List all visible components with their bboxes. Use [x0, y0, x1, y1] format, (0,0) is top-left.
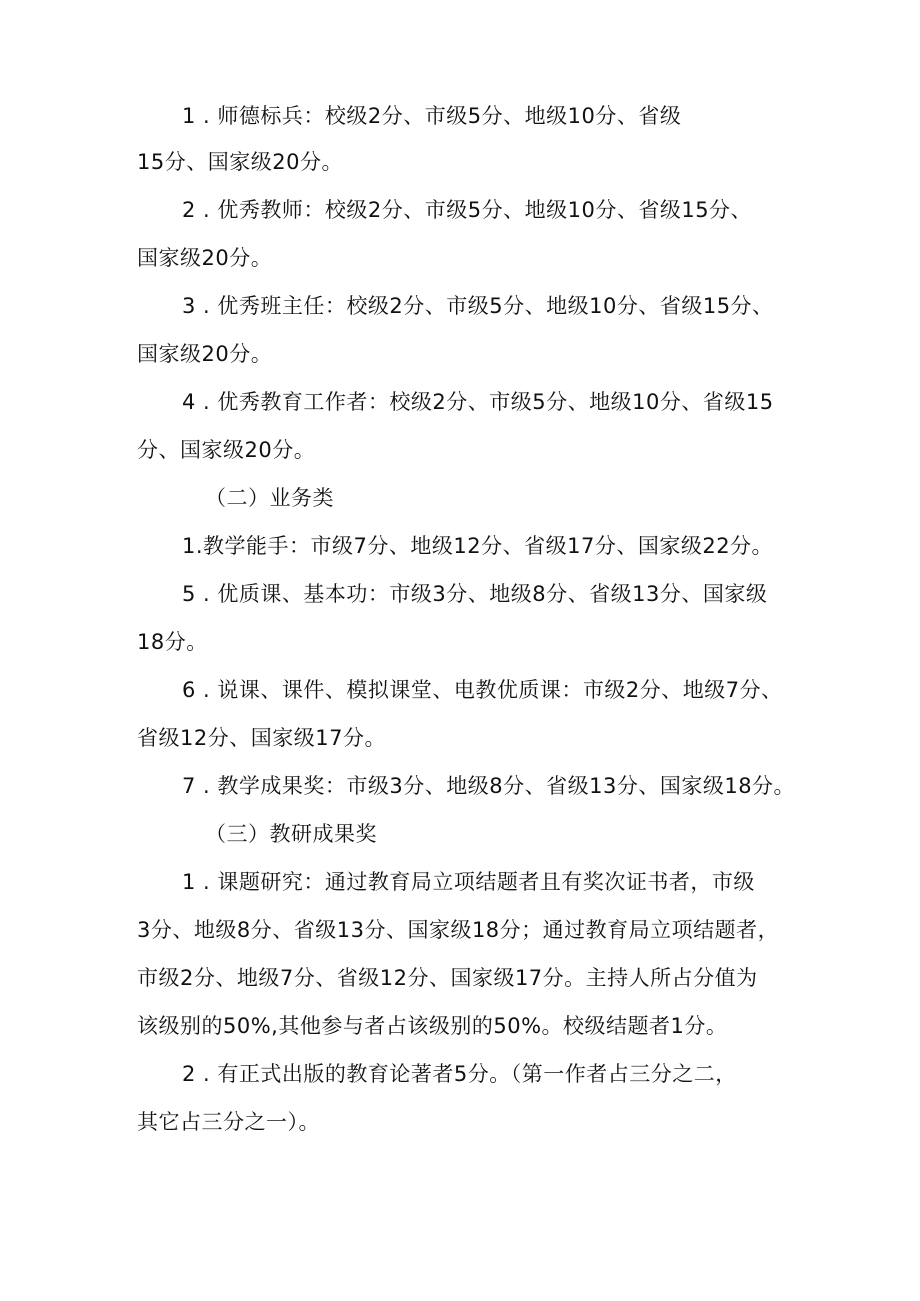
- text-line-19: 市级2分、地级7分、省级12分、国家级17分。主持人所占分值为: [137, 966, 758, 990]
- text-line-12: 18分。: [137, 630, 208, 654]
- text-line-20: 该级别的50%,其他参与者占该级别的50%。校级结题者1分。: [137, 1014, 728, 1038]
- text-line-2: 15分、国家级20分。: [137, 150, 343, 174]
- text-line-5: 3 . 优秀班主任：校级2分、市级5分、地级10分、省级15分、: [182, 294, 774, 318]
- section-heading-research: （三）教研成果奖: [205, 822, 377, 846]
- text-line-14: 省级12分、国家级17分。: [137, 726, 386, 750]
- text-line-13: 6 . 说课、课件、模拟课堂、电教优质课：市级2分、地级7分、: [182, 678, 783, 702]
- text-line-22: 其它占三分之一）。: [137, 1110, 320, 1134]
- text-line-21: 2 . 有正式出版的教育论著者5分。（第一作者占三分之二，: [182, 1062, 737, 1086]
- text-line-17: 1 . 课题研究：通过教育局立项结题者且有奖次证书者，市级: [182, 870, 755, 894]
- text-line-7: 4 . 优秀教育工作者：校级2分、市级5分、地级10分、省级15: [182, 390, 774, 414]
- text-line-8: 分、国家级20分。: [137, 438, 316, 462]
- text-line-6: 国家级20分。: [137, 342, 273, 366]
- text-line-1: 1 . 师德标兵：校级2分、市级5分、地级10分、省级: [182, 104, 682, 128]
- text-line-11: 5 . 优质课、基本功：市级3分、地级8分、省级13分、国家级: [182, 582, 768, 606]
- text-line-4: 国家级20分。: [137, 246, 273, 270]
- section-heading-business: （二）业务类: [205, 486, 334, 510]
- text-line-10: 1.教学能手：市级7分、地级12分、省级17分、国家级22分。: [182, 534, 774, 558]
- text-line-15: 7 . 教学成果奖：市级3分、地级8分、省级13分、国家级18分。: [182, 774, 796, 798]
- text-line-3: 2 . 优秀教师：校级2分、市级5分、地级10分、省级15分、: [182, 198, 753, 222]
- text-line-18: 3分、地级8分、省级13分、国家级18分；通过教育局立项结题者，: [137, 918, 780, 942]
